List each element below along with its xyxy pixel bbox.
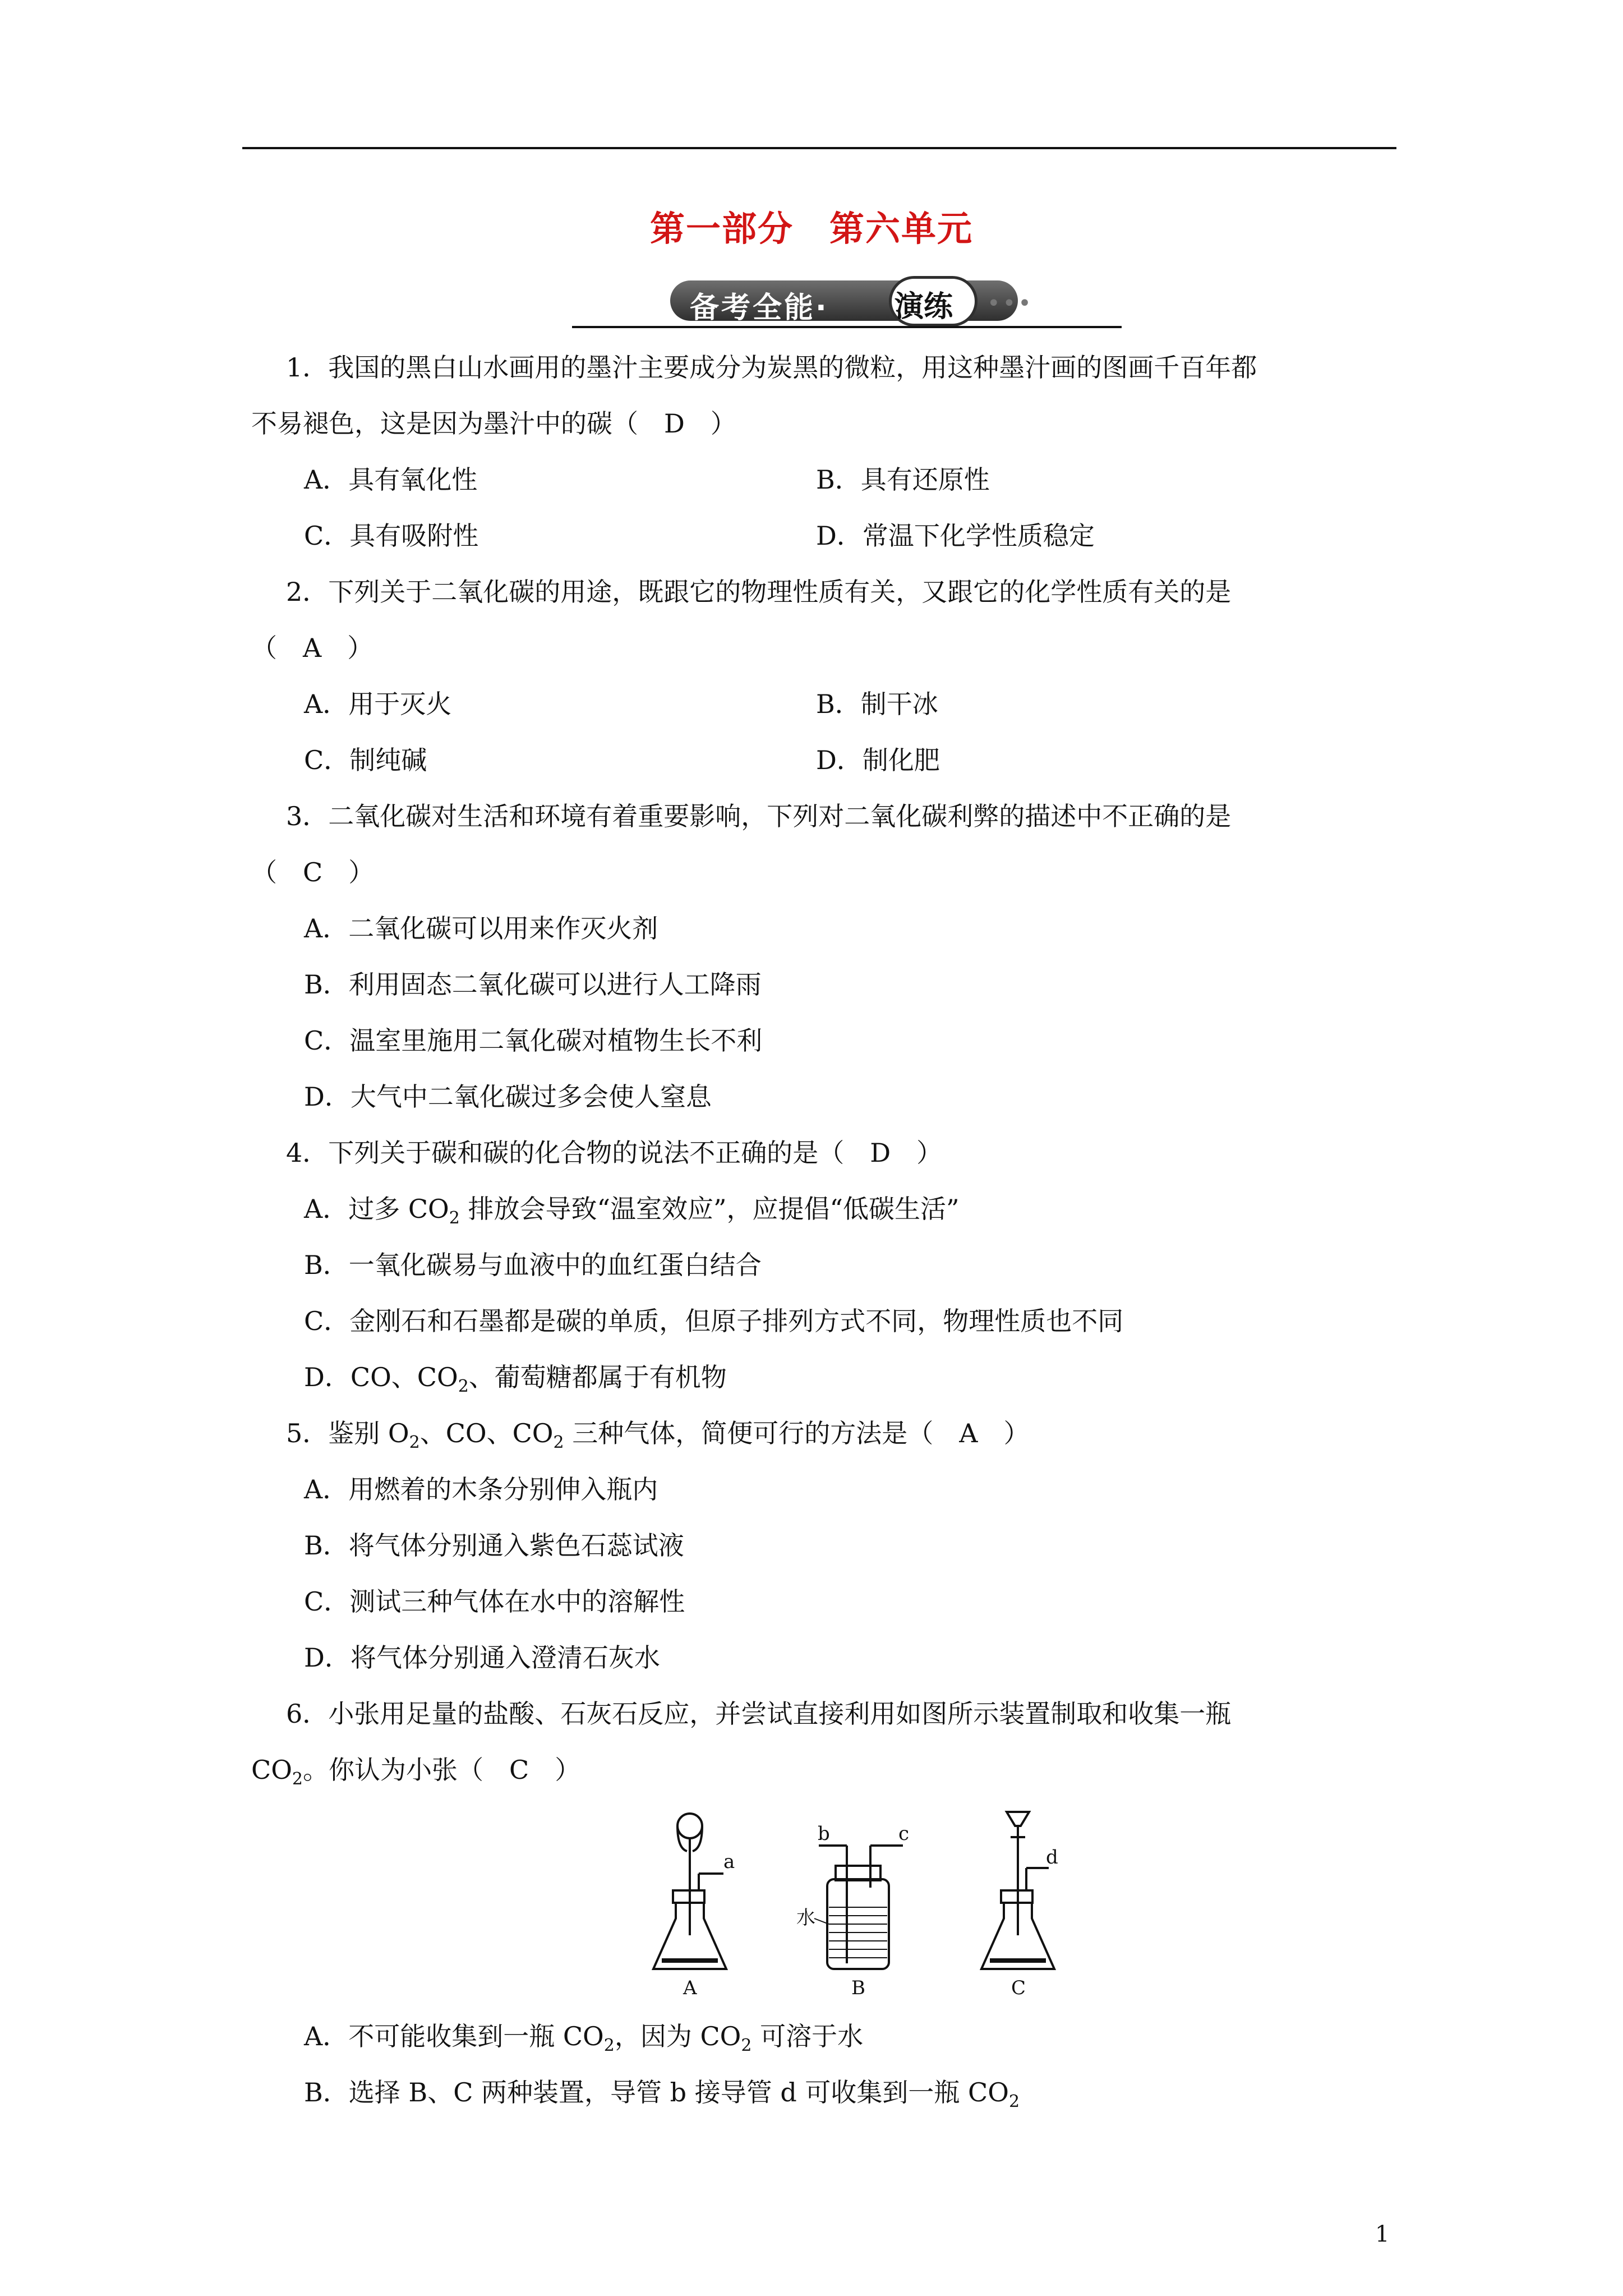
q6-stem-line1: 6．小张用足量的盐酸、石灰石反应，并尝试直接利用如图所示装置制取和收集一瓶 [286,1699,1232,1729]
label-A: A [683,1977,697,1999]
q3-option-a: A．二氧化碳可以用来作灭火剂 [304,913,658,944]
q6-option-a: A．不可能收集到一瓶 $CO_2$，因为 $CO_2$ 可溶于水 [304,2021,864,2056]
q4-option-c: C．金刚石和石墨都是碳的单质，但原子排列方式不同，物理性质也不同 [304,1306,1124,1336]
q4-option-d: D．CO、$CO_2$、葡萄糖都属于有机物 [304,1362,727,1397]
q3-option-d: D．大气中二氧化碳过多会使人窒息 [304,1082,712,1112]
label-d: d [1046,1846,1058,1869]
banner-main-text: 备考全能· [690,291,829,325]
page-title: 第一部分 第六单元 [649,208,973,249]
label-a: a [723,1851,735,1873]
top-rule [242,147,1396,149]
label-b: b [818,1823,830,1845]
q6-option-b: B．选择 B、C 两种装置，导管 b 接导管 d 可收集到一瓶 $CO_2$ [304,2077,1020,2112]
q6-stem-line2: $CO_2$。你认为小张（ C ） [251,1755,581,1789]
apparatus-b [814,1846,903,1969]
q3-option-c: C．温室里施用二氧化碳对植物生长不利 [304,1025,763,1056]
q4-option-a: A．过多 $CO_2$ 排放会导致“温室效应”，应提倡“低碳生活” [304,1194,960,1228]
q1-stem-line1: 1．我国的黑白山水画用的墨汁主要成分为炭黑的微粒，用这种墨汁画的图画千百年都 [286,352,1257,383]
q3-stem-line2: （ C ） [251,857,375,887]
q2-option-a: A．用于灭火 [304,689,452,719]
q3-stem-line1: 3．二氧化碳对生活和环境有着重要影响，下列对二氧化碳利弊的描述中不正确的是 [286,801,1232,831]
page-number: 1 [1375,2221,1390,2247]
q5-option-b: B．将气体分别通入紫色石蕊试液 [304,1530,684,1561]
q5-option-d: D．将气体分别通入澄清石灰水 [304,1642,660,1673]
q5-option-a: A．用燃着的木条分别伸入瓶内 [304,1474,658,1504]
label-C: C [1011,1977,1026,1999]
q2-stem-line1: 2．下列关于二氧化碳的用途，既跟它的物理性质有关，又跟它的化学性质有关的是 [286,577,1232,607]
q5-stem: 5．鉴别 $O_2$、CO、$CO_2$ 三种气体，简便可行的方法是（ A ） [286,1418,1030,1453]
q4-option-b: B．一氧化碳易与血液中的血红蛋白结合 [304,1250,762,1280]
apparatus-c [981,1812,1054,1969]
label-B: B [851,1977,865,1999]
q1-stem-line2: 不易褪色，这是因为墨汁中的碳（ D ） [251,408,736,439]
apparatus-figure [639,1795,1088,2003]
q1-option-d: D．常温下化学性质稳定 [816,521,1095,551]
q2-option-c: C．制纯碱 [304,745,427,775]
q4-stem: 4．下列关于碳和碳的化合物的说法不正确的是（ D ） [286,1138,943,1168]
banner-circle-text: 演练 [895,290,953,324]
q1-option-c: C．具有吸附性 [304,521,479,551]
banner-rule [572,326,1122,328]
label-c: c [898,1823,910,1845]
q2-option-d: D．制化肥 [816,745,940,775]
q1-option-b: B．具有还原性 [816,464,990,495]
q1-option-a: A．具有氧化性 [304,464,478,495]
apparatus-a [653,1814,726,1969]
label-water: 水 [796,1907,815,1929]
section-banner [572,276,1122,330]
q2-option-b: B．制干冰 [816,689,938,719]
q2-stem-line2: （ A ） [251,633,374,663]
banner-dots: ••• [987,291,1034,316]
q3-option-b: B．利用固态二氧化碳可以进行人工降雨 [304,969,762,1000]
q5-option-c: C．测试三种气体在水中的溶解性 [304,1586,685,1617]
